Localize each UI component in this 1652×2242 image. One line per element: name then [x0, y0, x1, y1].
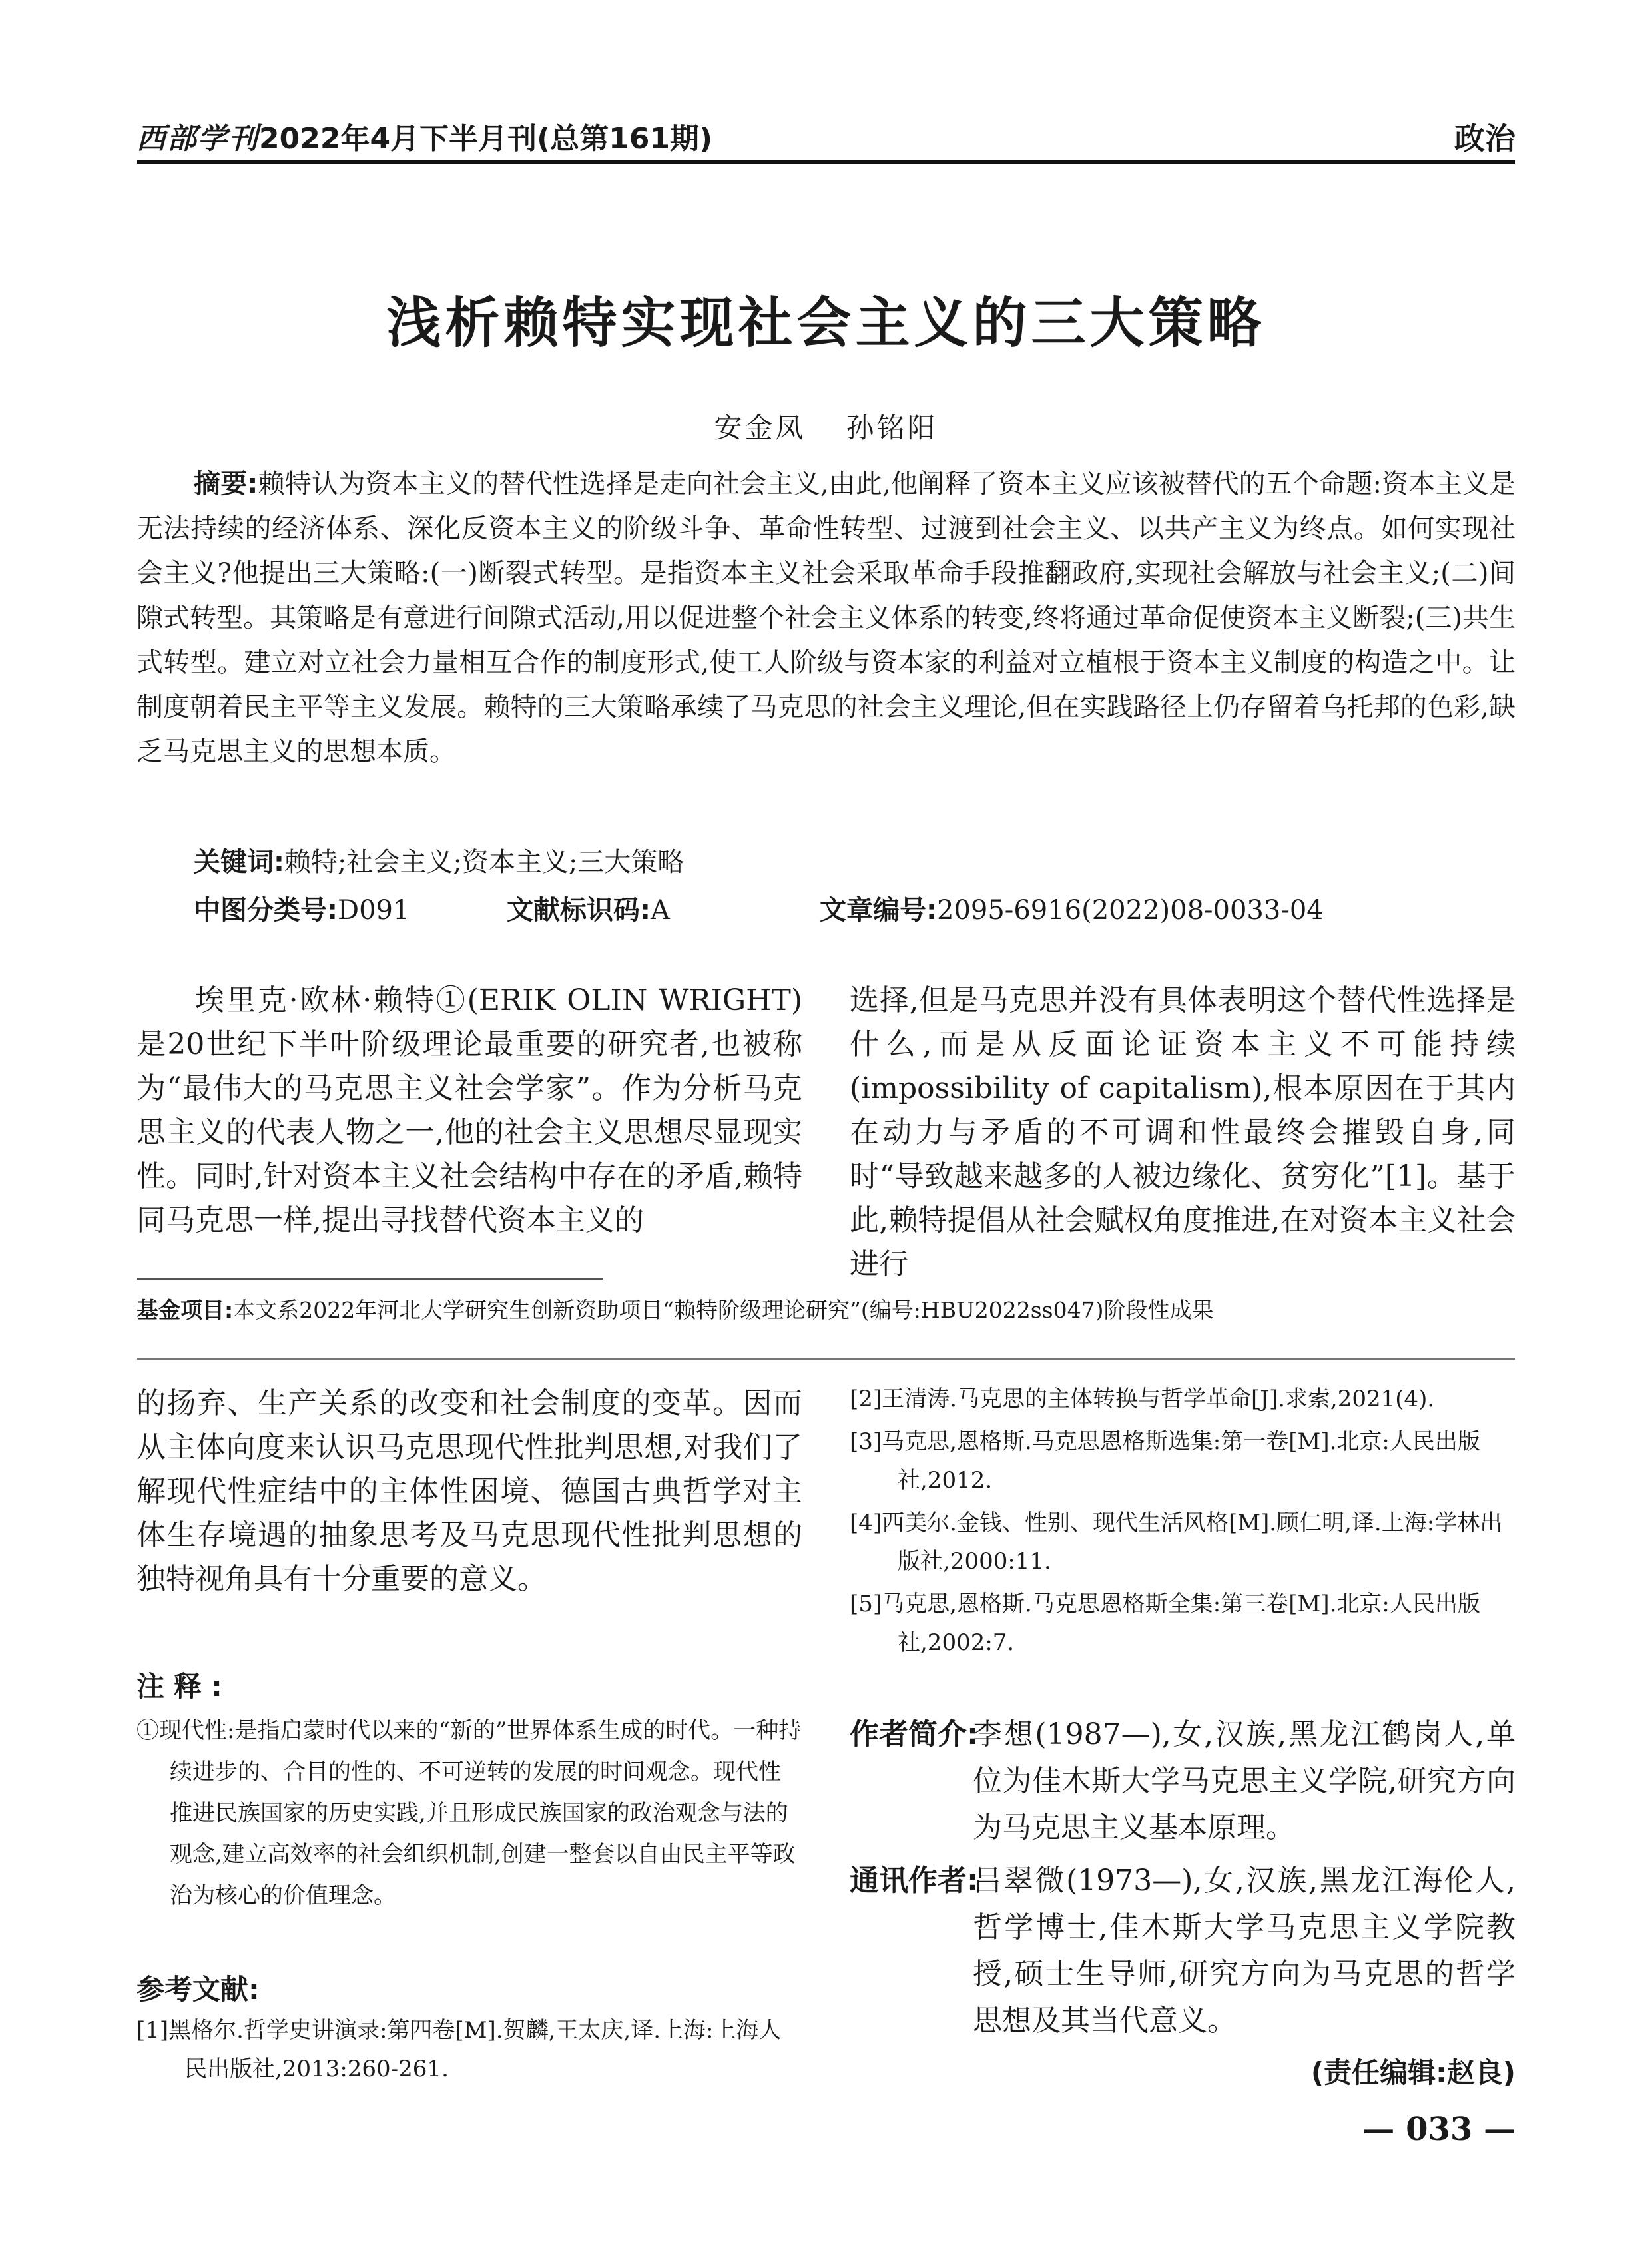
author-bio-label: 作者简介:	[850, 1717, 979, 1751]
notes-heading: 注释:	[137, 1670, 232, 1703]
footnote-rule	[137, 1278, 603, 1280]
page-number: — 033 —	[1362, 2111, 1515, 2148]
header-rule	[137, 160, 1515, 164]
responsible-editor: (责任编辑:赵良)	[1310, 2056, 1515, 2089]
funding-note	[137, 1295, 1515, 1326]
author-list	[0, 406, 1652, 446]
issue-info: 2022年4月下半月刊(总第161期)	[259, 122, 713, 156]
article-id-value: 2095-6916(2022)08-0033-04	[937, 895, 1324, 926]
references-list-right	[850, 1380, 1515, 1666]
classification-line	[194, 889, 1324, 927]
references-list-left	[137, 2011, 802, 2088]
keywords-text: 赖特;社会主义;资本主义;三大策略	[284, 847, 685, 878]
section-name: 政治	[1454, 121, 1515, 156]
article-id-label: 文章编号:	[820, 895, 937, 926]
funding-label: 基金项目:	[137, 1297, 234, 1323]
keywords	[194, 841, 684, 879]
reference-item: [4]西美尔.金钱、性别、现代生活风格[M].顾仁明,译.上海:学林出版社,2000:11.	[850, 1510, 1503, 1575]
section-rule	[137, 1358, 1515, 1360]
author-name: 安金凤	[714, 412, 806, 444]
abstract	[137, 462, 1515, 774]
clc-value: D091	[338, 895, 410, 926]
funding-text: 本文系2022年河北大学研究生创新资助项目“赖特阶级理论研究”(编号:HBU2022ss047)阶段性成果	[233, 1297, 1214, 1323]
reference-item: [3]马克思,恩格斯.马克思恩格斯选集:第一卷[M].北京:人民出版社,2012.	[850, 1428, 1480, 1494]
journal-header	[137, 115, 712, 157]
abstract-label: 摘要:	[194, 469, 258, 499]
references-heading: 参考文献:	[137, 1973, 260, 2006]
author-bio-text: 李想(1987—),女,汉族,黑龙江鹤岗人,单位为佳木斯大学马克思主义学院,研究方向为马克思主义基本原理。	[973, 1717, 1515, 1844]
corresponding-author-label: 通讯作者:	[850, 1864, 979, 1898]
intro-right-column: 选择,但是马克思并没有具体表明这个替代性选择是什么,而是从反面论证资本主义不可能持续(impossibility of capitalism),根本原因在于其内在动力与矛盾的不可调和性最终会摧毁自身,同时“导致越来越多的人被边缘化、贫穷化”[1]。基于此,赖特提倡从社会赋权角度推进,在对资本主义社会进行	[850, 983, 1515, 1281]
reference-item: [2]王清涛.马克思的主体转换与哲学革命[J].求索,2021(4).	[850, 1386, 1435, 1412]
journal-logo: 西部学刊	[137, 122, 259, 156]
article-title: 浅析赖特实现社会主义的三大策略	[386, 291, 1266, 355]
notes-list	[137, 1710, 802, 1916]
reference-item: [5]马克思,恩格斯.马克思恩格斯全集:第三卷[M].北京:人民出版社,2002:7.	[850, 1591, 1480, 1656]
author-bio	[850, 1711, 1515, 1851]
abstract-text: 赖特认为资本主义的替代性选择是走向社会主义,由此,他阐释了资本主义应该被替代的五个命题:资本主义是无法持续的经济体系、深化反资本主义的阶级斗争、革命性转型、过渡到社会主义、以共产主义为终点。如何实现社会主义?他提出三大策略:(一)断裂式转型。是指资本主义社会采取革命手段推翻政府,实现社会解放与社会主义;(二)间隙式转型。其策略是有意进行间隙式活动,用以促进整个社会主义体系的转变,终将通过革命促使资本主义断裂;(三)共生式转型。建立对立社会力量相互合作的制度形式,使工人阶级与资本家的利益对立植根于资本主义制度的构造之中。让制度朝着民主平等主义发展。赖特的三大策略承续了马克思的社会主义理论,但在实践路径上仍存留着乌托邦的色彩,缺乏马克思主义的思想本质。	[137, 469, 1516, 767]
reference-item: [1]黑格尔.哲学史讲演录:第四卷[M].贺麟,王太庆,译.上海:上海人民出版社,2013:260-261.	[137, 2017, 782, 2082]
doc-code-label: 文献标识码:	[507, 895, 651, 926]
conclusion-text: 的扬弃、生产关系的改变和社会制度的变革。因而从主体向度来认识马克思现代性批判思想,对我们了解现代性症结中的主体性困境、德国古典哲学对主体生存境遇的抽象思考及马克思现代性批判思想的独特视角具有十分重要的意义。	[137, 1386, 802, 1596]
author-name: 孙铭阳	[846, 412, 938, 444]
note-item: ①现代性:是指启蒙时代以来的“新的”世界体系生成的时代。一种持续进步的、合目的性的、不可逆转的发展的时间观念。现代性推进民族国家的历史实践,并且形成民族国家的政治观念与法的观念,建立高效率的社会组织机制,创建一整套以自由民主平等政治为核心的价值理念。	[137, 1717, 802, 1909]
doc-code-value: A	[651, 895, 670, 926]
clc-label: 中图分类号:	[194, 895, 338, 926]
keywords-label: 关键词:	[194, 847, 284, 878]
corresponding-author-text: 吕翠微(1973—),女,汉族,黑龙江海伦人,哲学博士,佳木斯大学马克思主义学院教授,硕士生导师,研究方向为马克思的哲学思想及其当代意义。	[973, 1864, 1515, 2038]
corresponding-author	[850, 1858, 1515, 2044]
intro-left-column: 埃里克·欧林·赖特①(ERIK OLIN WRIGHT)是20世纪下半叶阶级理论最重要的研究者,也被称为“最伟大的马克思主义社会学家”。作为分析马克思主义的代表人物之一,他的社会主义思想尽显现实性。同时,针对资本主义社会结构中存在的矛盾,赖特同马克思一样,提出寻找替代资本主义的	[137, 983, 802, 1237]
